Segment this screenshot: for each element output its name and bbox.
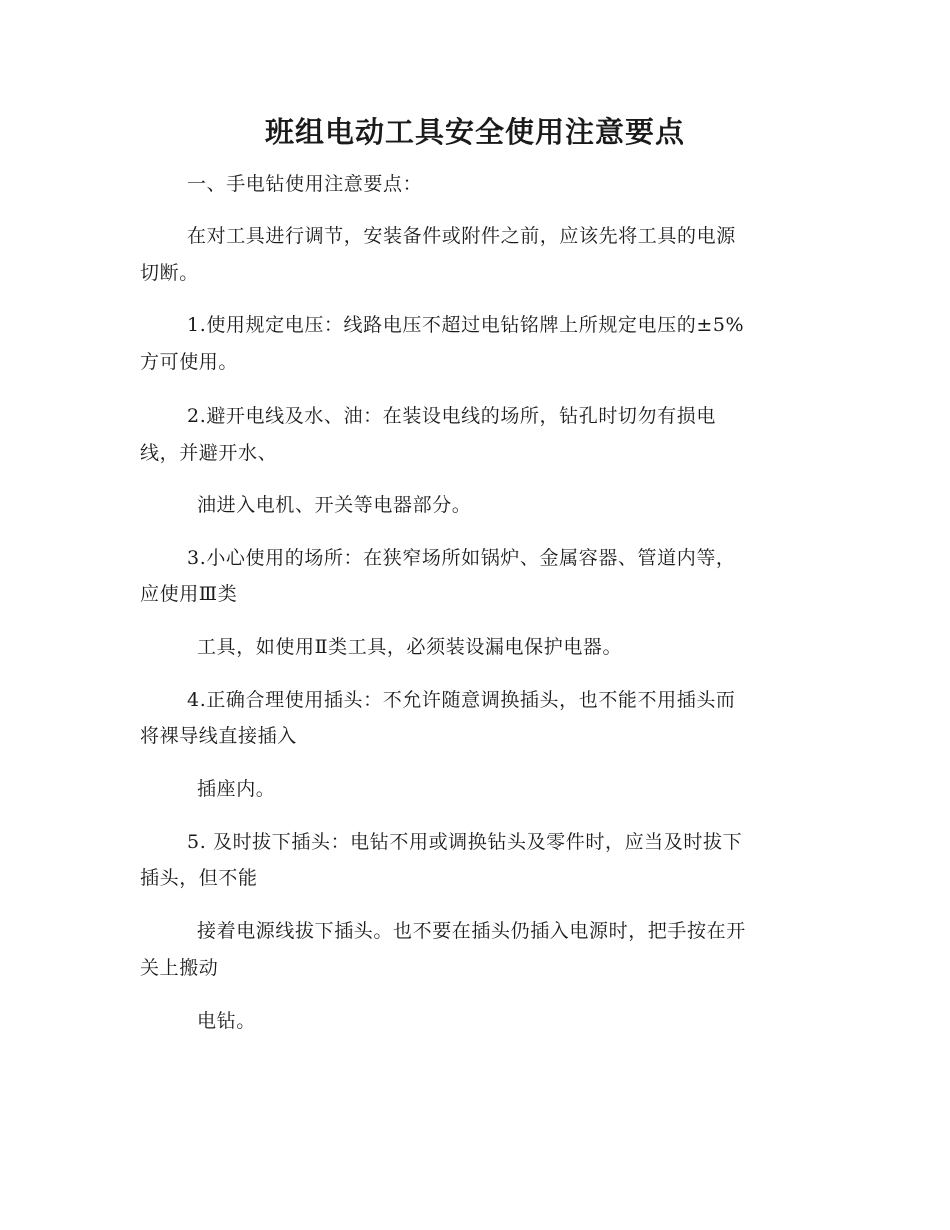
list-item-line: 方可使用。 — [140, 351, 239, 373]
list-item-line: 线，并避开水、 — [140, 442, 278, 464]
list-item-line: 2.避开电线及水、油：在装设电线的场所，钻孔时切勿有损电 — [187, 405, 716, 427]
paragraph-line: 切断。 — [140, 262, 199, 284]
section-heading: 一、手电钻使用注意要点： — [187, 173, 423, 195]
document-title: 班组电动工具安全使用注意要点 — [264, 115, 685, 149]
list-item-line: 应使用Ⅲ类 — [140, 583, 238, 605]
list-item-line: 关上搬动 — [140, 957, 219, 979]
list-item-line: 插座内。 — [197, 778, 276, 800]
list-item-line: 4.正确合理使用插头：不允许随意调换插头，也不能不用插头而 — [187, 689, 736, 711]
list-item-line: 工具，如使用Ⅱ类工具，必须装设漏电保护电器。 — [197, 636, 623, 658]
list-item-line: 1.使用规定电压：线路电压不超过电钻铭牌上所规定电压的±5% — [187, 314, 745, 336]
list-item-line: 油进入电机、开关等电器部分。 — [197, 494, 472, 516]
list-item-line: 5. 及时拔下插头：电钻不用或调换钻头及零件时，应当及时拔下 — [187, 831, 743, 853]
list-item-line: 接着电源线拔下插头。也不要在插头仍插入电源时，把手按在开 — [197, 920, 746, 942]
paragraph-line: 在对工具进行调节，安装备件或附件之前，应该先将工具的电源 — [187, 225, 736, 247]
list-item-line: 3.小心使用的场所：在狭窄场所如锅炉、金属容器、管道内等， — [187, 547, 736, 569]
list-item-line: 电钻。 — [197, 1010, 256, 1032]
list-item-line: 插头，但不能 — [140, 867, 258, 889]
list-item-line: 将裸导线直接插入 — [140, 725, 297, 747]
